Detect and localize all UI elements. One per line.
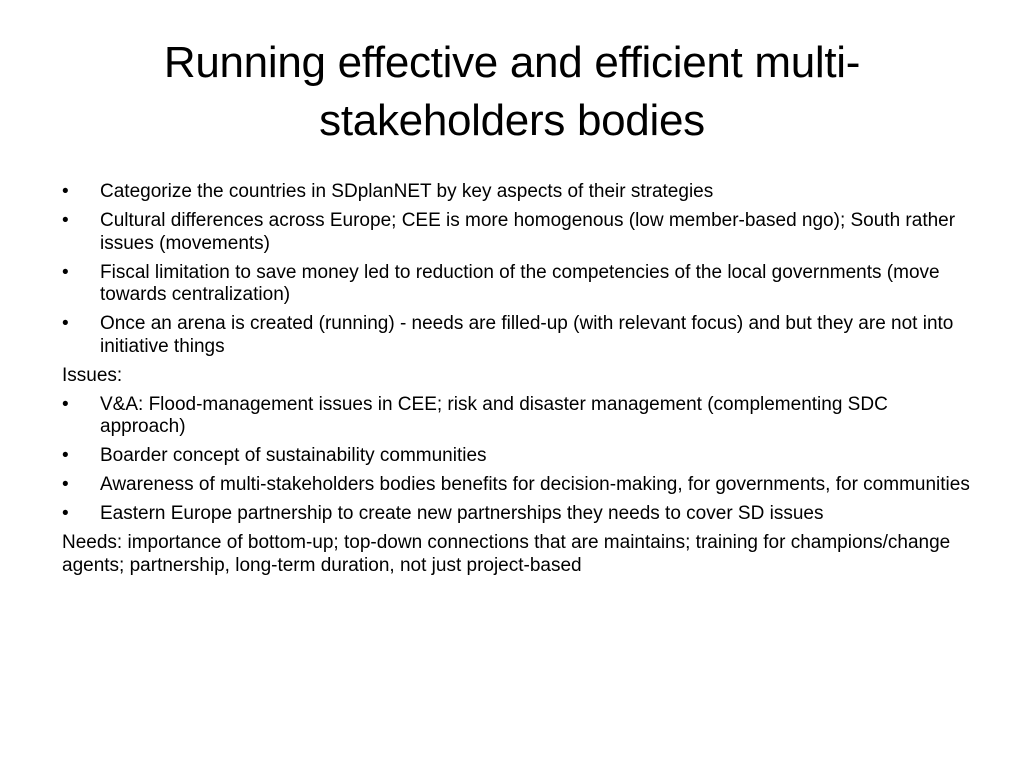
section-heading-issues: Issues: bbox=[62, 364, 123, 386]
bullet-glyph: • bbox=[62, 474, 69, 495]
bullet-glyph: • bbox=[62, 445, 69, 466]
bullet-text: Cultural differences across Europe; CEE is more homogenous (low member-based ngo); South rather issues (movements) bbox=[100, 210, 956, 254]
bullet-glyph: • bbox=[62, 503, 69, 524]
bullet-item bbox=[62, 313, 972, 358]
bullet-glyph: • bbox=[62, 393, 69, 415]
bullet-item bbox=[62, 394, 972, 439]
bullet-text: Awareness of multi-stakeholders bodies benefits for decision-making, for governments, for communities bbox=[100, 474, 970, 495]
bullet-glyph: • bbox=[62, 261, 69, 283]
bullet-text: Boarder concept of sustainability communities bbox=[100, 445, 487, 466]
needs-paragraph: Needs: importance of bottom-up; top-down connections that are maintains; training for champions/change agents; partnership, long-term duration, not just project-based bbox=[62, 532, 951, 576]
bullet-text: Once an arena is created (running) - needs are filled-up (with relevant focus) and but they are not into initiative things bbox=[100, 313, 954, 357]
slide-title: Running effective and efficient multi-stakeholders bodies bbox=[163, 38, 861, 145]
bullet-glyph: • bbox=[62, 210, 69, 231]
bullet-glyph: • bbox=[62, 313, 69, 334]
bullet-text: Categorize the countries in SDplanNET by key aspects of their strategies bbox=[100, 181, 714, 202]
bullet-item bbox=[62, 210, 972, 255]
bullet-item bbox=[62, 181, 972, 204]
bullet-text: Fiscal limitation to save money led to reduction of the competencies of the local governments (move towards centralization) bbox=[100, 261, 940, 305]
bullet-item bbox=[62, 474, 972, 497]
bullet-glyph: • bbox=[62, 181, 69, 202]
bullet-item bbox=[62, 445, 972, 468]
bullet-text: V&A: Flood-management issues in CEE; risk and disaster management (complementing SDC approach) bbox=[100, 393, 888, 437]
bullet-text: Eastern Europe partnership to create new partnerships they needs to cover SD issues bbox=[100, 503, 824, 524]
bullet-item bbox=[62, 262, 972, 307]
bullet-item bbox=[62, 503, 972, 526]
slide-body bbox=[62, 181, 972, 584]
